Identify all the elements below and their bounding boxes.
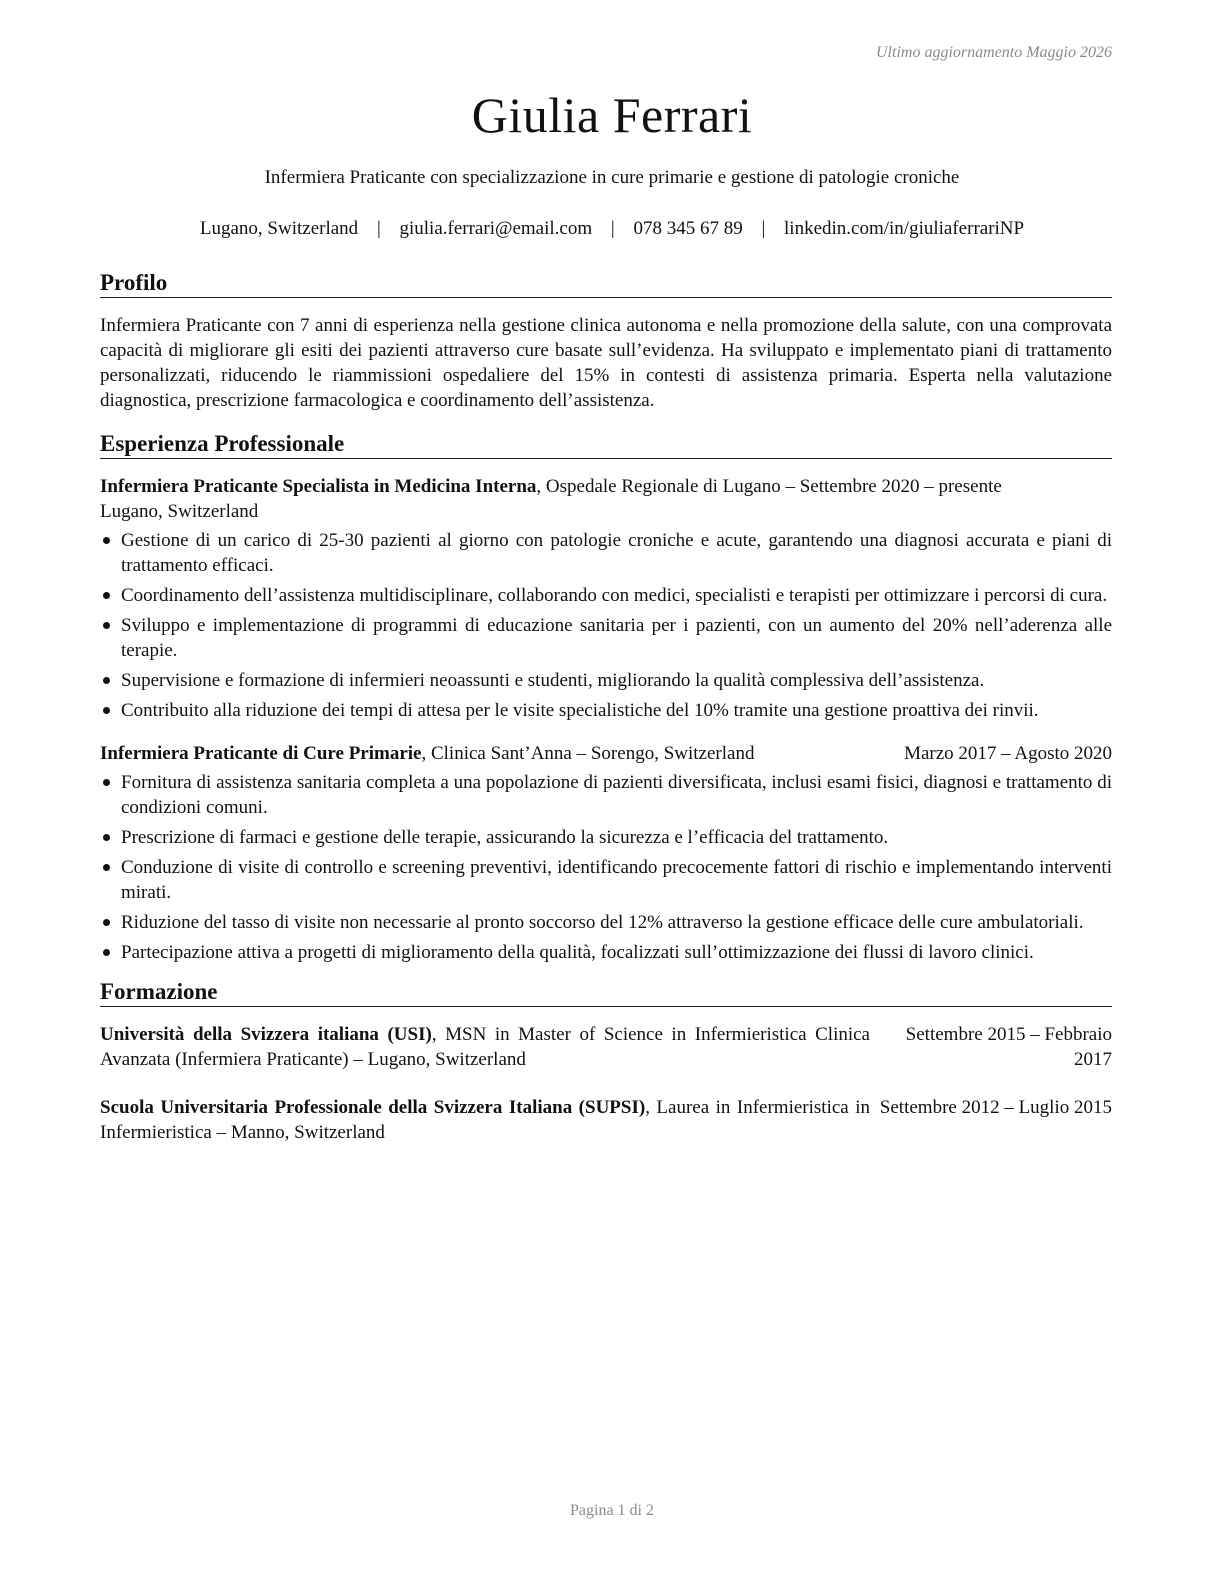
contact-separator: |: [610, 218, 615, 239]
page-number: Pagina 1 di 2: [570, 1502, 654, 1519]
list-item: Partecipazione attiva a progetti di miglioramento della qualità, focalizzati sull’ottimizzazione dei flussi di lavoro clinici.: [100, 940, 1112, 965]
education-entry: [100, 1095, 1112, 1145]
list-item: Prescrizione di farmaci e gestione delle terapie, assicurando la sicurezza e l’efficacia del trattamento.: [100, 825, 1112, 850]
education-detail: , Laurea in Infermieristica in Infermieristica – Manno, Switzerland: [100, 1097, 870, 1143]
list-item: Gestione di un carico di 25-30 pazienti al giorno con patologie croniche e acute, garantendo una diagnosi accurata e piani di trattamento efficaci.: [100, 528, 1112, 578]
job-entry: [100, 741, 1112, 965]
section-title-profile: Profilo: [100, 270, 1112, 298]
list-item: Supervisione e formazione di infermieri neoassunti e studenti, migliorando la qualità complessiva dell’assistenza.: [100, 668, 1112, 693]
job-role: Infermiera Praticante Specialista in Medicina Interna: [100, 476, 537, 497]
education-entry: [100, 1022, 1112, 1072]
job-dates: – Settembre 2020 – presente: [780, 476, 1002, 497]
list-item: Coordinamento dell’assistenza multidisciplinare, collaborando con medici, specialisti e terapisti per ottimizzare i percorsi di cura.: [100, 583, 1112, 608]
section-title-education: Formazione: [100, 979, 1112, 1007]
list-item: Riduzione del tasso di visite non necessarie al pronto soccorso del 12% attraverso la gestione efficace delle cure ambulatoriali.: [100, 910, 1112, 935]
candidate-tagline: Infermiera Praticante con specializzazione in cure primarie e gestione di patologie croniche: [264, 167, 960, 188]
job-dates: Marzo 2017 – Agosto 2020: [904, 743, 1112, 764]
candidate-name: Giulia Ferrari: [471, 87, 753, 143]
list-item: Contribuito alla riduzione dei tempi di attesa per le visite specialistiche del 10% tramite una gestione proattiva dei rinvii.: [100, 698, 1112, 723]
job-role: Infermiera Praticante di Cure Primarie: [100, 743, 422, 764]
job-organization: , Clinica Sant’Anna – Sorengo, Switzerland: [421, 743, 755, 764]
job-entry: [100, 474, 1112, 723]
contact-linkedin[interactable]: linkedin.com/in/giuliaferrariNP: [784, 218, 1025, 239]
contact-phone: 078 345 67 89: [633, 218, 743, 239]
education-school: Università della Svizzera italiana (USI): [100, 1024, 432, 1045]
contact-location: Lugano, Switzerland: [199, 218, 359, 239]
contact-line: [0, 218, 1224, 240]
education-detail: , MSN in Master of Science in Infermieristica Clinica Avanzata (Infermiera Praticante) – Lugano, Switzerland: [100, 1024, 870, 1070]
list-item: Sviluppo e implementazione di programmi di educazione sanitaria per i pazienti, con un aumento del 20% nell’aderenza alle terapie.: [100, 613, 1112, 663]
job-bullets: [100, 528, 1112, 723]
list-item: Conduzione di visite di controllo e screening preventivi, identificando precocemente fattori di rischio e implementando interventi mirati.: [100, 855, 1112, 905]
contact-separator: |: [376, 218, 381, 239]
contact-separator: |: [761, 218, 766, 239]
job-organization: , Ospedale Regionale di Lugano: [536, 476, 781, 497]
resume-body: [100, 270, 1112, 1145]
list-item: Fornitura di assistenza sanitaria completa a una popolazione di pazienti diversificata, inclusi esami fisici, diagnosi e trattamento di condizioni comuni.: [100, 770, 1112, 820]
last-updated-note: Ultimo aggiornamento Maggio 2026: [876, 44, 1112, 61]
education-dates: Settembre 2012 – Luglio 2015: [879, 1097, 1112, 1118]
job-header: [100, 474, 1112, 499]
job-header: [100, 741, 1112, 766]
section-title-experience: Esperienza Professionale: [100, 431, 1112, 459]
education-school: Scuola Universitaria Professionale della Svizzera Italiana (SUPSI): [100, 1097, 646, 1118]
profile-summary: Infermiera Praticante con 7 anni di esperienza nella gestione clinica autonoma e nella promozione della salute, con una comprovata capacità di migliorare gli esiti dei pazienti attraverso cure basate sull’evidenza. Ha sviluppato e implementato piani di trattamento personalizzati, riducendo le riammissioni ospedaliere del 15% in contesti di assistenza primaria. Esperta nella valutazione diagnostica, prescrizione farmacologica e coordinamento dell’assistenza.: [100, 315, 1112, 411]
job-location: Lugano, Switzerland: [100, 501, 259, 522]
contact-email[interactable]: giulia.ferrari@email.com: [399, 218, 593, 239]
job-bullets: [100, 770, 1112, 965]
education-dates: Settembre 2015 – Febbraio 2017: [905, 1024, 1112, 1070]
